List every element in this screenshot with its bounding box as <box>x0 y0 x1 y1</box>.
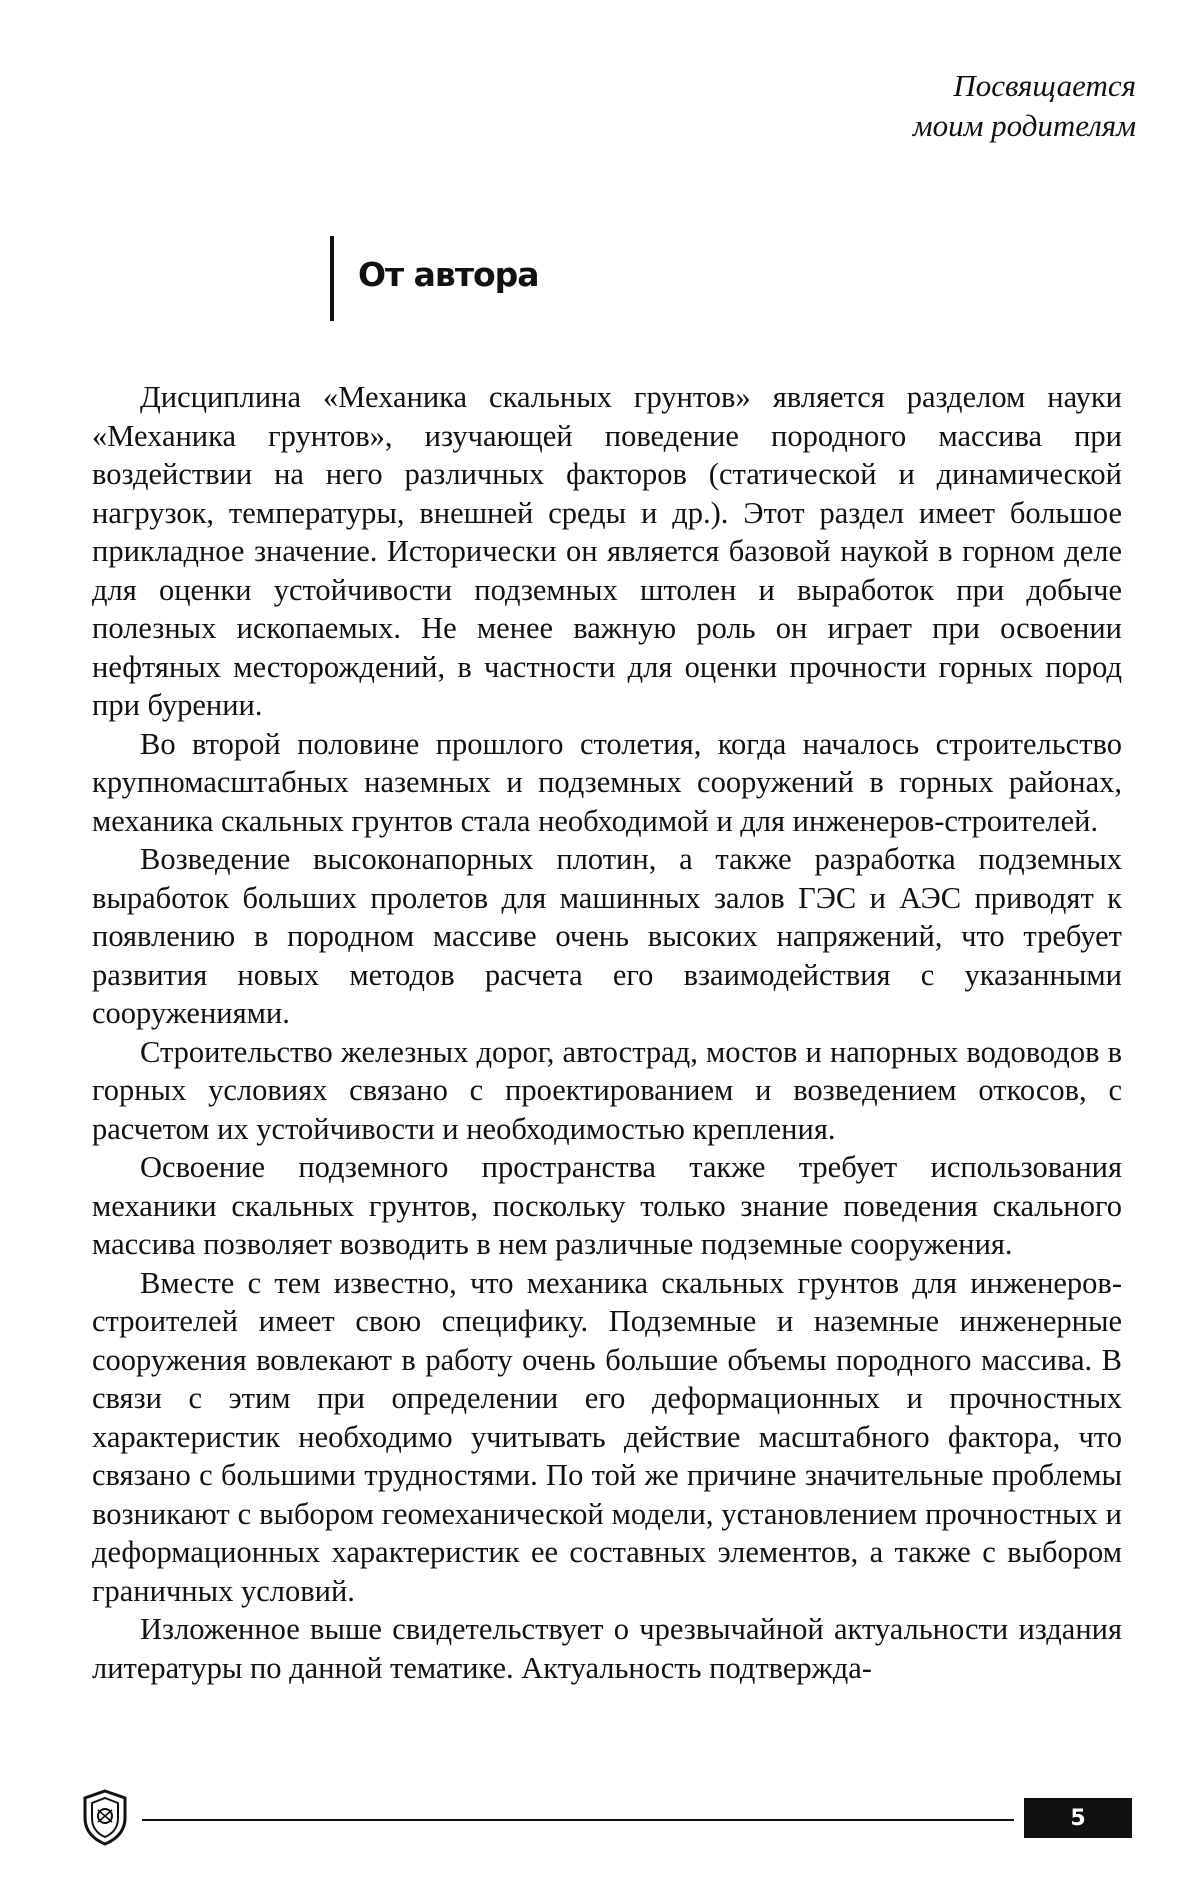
heading-divider-bar <box>330 236 334 321</box>
footer-rule <box>142 1819 1014 1821</box>
body-text <box>92 378 1122 1687</box>
publisher-shield-icon <box>80 1788 130 1846</box>
section-title: От автора <box>358 255 539 294</box>
dedication-line-2: моим родителям <box>912 108 1136 143</box>
page-footer <box>80 1784 1132 1854</box>
paragraph: Вместе с тем известно, что механика скальных грунтов для инженеров-строителей имеет свою специфику. Подземные и наземные инженерные сооружения вовлекают в работу очень большие объемы породного массива. В связи с этим при определении его деформационных и прочностных характеристик необходимо учитывать действие масштабного фактора, что связано с большими трудностями. По той же причине значительные проблемы возникают с выбором геомеханической модели, установлением прочностных и деформационных характеристик ее составных элементов, а также с выбором граничных условий. <box>92 1265 1122 1608</box>
dedication <box>913 66 1136 146</box>
section-heading <box>330 236 539 321</box>
paragraph: Строительство железных дорог, автострад, мостов и напорных водоводов в горных условиях связано с проектированием и возведением откосов, с расчетом их устойчивости и необходимостью крепления. <box>92 1034 1122 1146</box>
page-number: 5 <box>1024 1798 1132 1838</box>
paragraph: Изложенное выше свидетельствует о чрезвычайной актуальности издания литературы по данной тематике. Актуальность подтвержда- <box>92 1612 1122 1685</box>
dedication-line-1: Посвящается <box>953 68 1136 103</box>
paragraph: Дисциплина «Механика скальных грунтов» является разделом науки «Механика грунтов», изучающей поведение породного массива при воздействии на него различных факторов (статической и динамической нагрузок, температуры, внешней среды и др.). Этот раздел имеет большое прикладное значение. Исторически он является базовой наукой в горном деле для оценки устойчивости подземных штолен и выработок при добыче полезных ископаемых. Не менее важную роль он играет при освоении нефтяных месторождений, в частности для оценки прочности горных пород при бурении. <box>92 380 1122 722</box>
paragraph: Освоение подземного пространства также требует использования механики скальных грунтов, поскольку только знание поведения скального массива позволяет возводить в нем различные подземные сооружения. <box>92 1150 1122 1261</box>
paragraph: Возведение высоконапорных плотин, а также разработка подземных выработок больших пролетов для машинных залов ГЭС и АЭС приводят к появлению в породном массиве очень высоких напряжений, что требует развития новых методов расчета его взаимодействия с указанными сооружениями. <box>92 842 1122 1030</box>
paragraph: Во второй половине прошлого столетия, когда началось строительство крупномасштабных наземных и подземных сооружений в горных районах, механика скальных грунтов стала необходимой и для инженеров-строителей. <box>92 726 1122 838</box>
